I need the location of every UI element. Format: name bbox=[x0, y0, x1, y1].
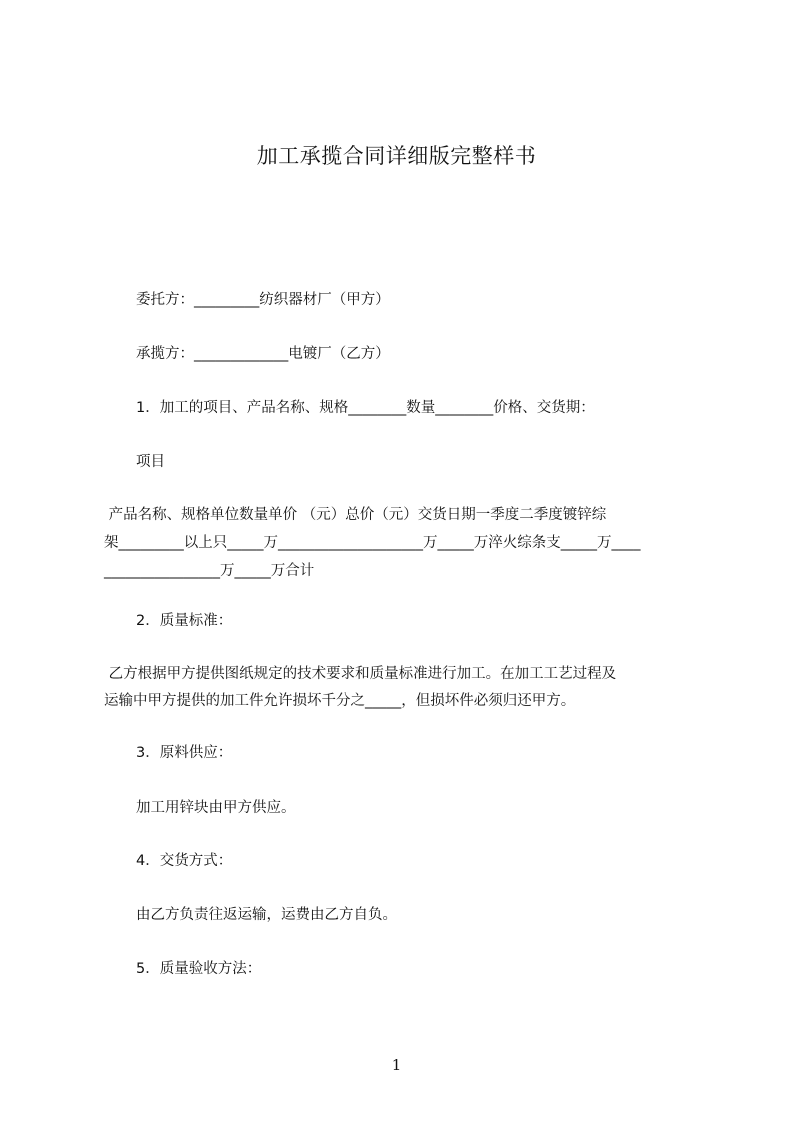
clause-4-heading: 4．交货方式： bbox=[136, 853, 233, 869]
clause-2-heading: 2．质量标准： bbox=[136, 613, 233, 629]
clause-5-heading: 5．质量验收方法： bbox=[136, 961, 262, 977]
clause-3-text: 加工用锌块由甲方供应。 bbox=[136, 800, 296, 816]
party-b-line: 承揽方：_____________电镀厂（乙方） bbox=[136, 346, 390, 362]
table-text-line-3: ________________万_____万合计 bbox=[104, 563, 315, 579]
party-a-line: 委托方：_________纺织器材厂（甲方） bbox=[136, 292, 390, 308]
clause-3-heading: 3．原料供应： bbox=[136, 745, 233, 761]
table-text-line-1: 产品名称、规格单位数量单价 （元）总价（元）交货日期一季度二季度镀锌综 bbox=[104, 507, 607, 523]
clause-4-text: 由乙方负责往返运输，运费由乙方自负。 bbox=[136, 907, 397, 923]
table-text-line-2: 架_________以上只_____万____________________万_____万淬火综条支_____万____ bbox=[104, 535, 641, 551]
clause-2-text-line-2: 运输中甲方提供的加工件允许损坏千分之_____，但损坏件必须归还甲方。 bbox=[104, 693, 576, 709]
item-label: 项目 bbox=[136, 454, 165, 470]
clause-2-text-line-1: 乙方根据甲方提供图纸规定的技术要求和质量标准进行加工。在加工工艺过程及 bbox=[104, 666, 617, 682]
page-number: 1 bbox=[391, 1056, 402, 1074]
clause-1-heading: 1．加工的项目、产品名称、规格________数量________价格、交货期： bbox=[136, 400, 595, 416]
document-title: 加工承揽合同详细版完整样书 bbox=[256, 144, 537, 168]
